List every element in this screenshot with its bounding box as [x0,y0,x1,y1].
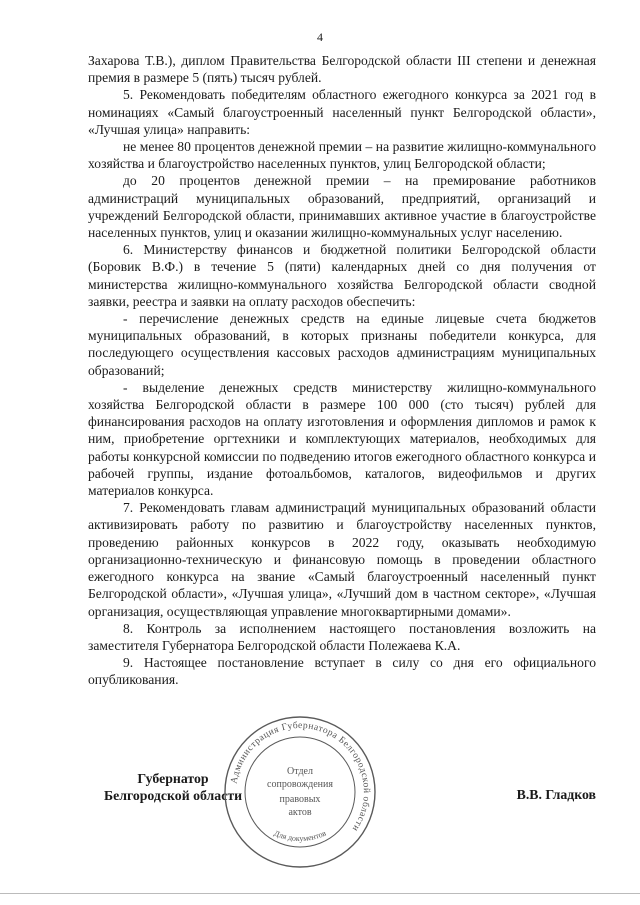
paragraph: 9. Настоящее постановление вступает в силу со дня его официального опубликования. [88,655,596,688]
paragraph: не менее 80 процентов денежной премии – на развитие жилищно-коммунального хозяйства и благоустройство населенных пунктов, улиц Белгородской области; [88,139,596,172]
stamp-line-1: Отдел [287,766,313,777]
stamp-line-3: правовых [279,794,321,805]
document-body [88,52,596,689]
paragraph: 5. Рекомендовать победителям областного ежегодного конкурса за 2021 год в номинациях «Самый благоустроенный населенный пункт Белгородской области», «Лучшая улица» направить: [88,87,596,137]
stamp-line-2: сопровождения [267,779,333,790]
paragraph: 7. Рекомендовать главам администраций муниципальных образований области активизировать работу по развитию и благоустройству населенных пунктов, проведению районных конкурсов в 2022 году, оказывать необходимую организационно-техническую и финансовую помощь в проведении областного ежегодного конкурса на звание «Самый благоустроенный населенный пункт Белгородской области», «Лучшая улица», «Лучший дом в частном секторе», «Лучшая организация, осуществляющая управление многоквартирными домами». [88,500,596,619]
svg-text:Для документов [273,828,328,843]
stamp-line-4: актов [288,807,312,818]
paragraph: Захарова Т.В.), диплом Правительства Белгородской области III степени и денежная премия в размере 5 (пять) тысяч рублей. [88,53,596,86]
paragraph: - выделение денежных средств министерству жилищно-коммунального хозяйства Белгородской области в размере 100 000 (сто тысяч) рублей для финансирования расходов на оплату изготовления и оформления дипломов и рамок к ним, приобретение оргтехники и комплектующих материалов, необходимых для работы конкурсной комиссии по подведению итогов ежегодного областного конкурса и рабочей группы, издание фотоальбомов, каталогов, видеофильмов и других материалов конкурса. [88,379,596,499]
stamp-ring-text: Администрация Губернатора Белгородской области [229,720,372,834]
page-bottom-rule [0,893,640,894]
page-number: 4 [317,30,323,44]
stamp-bottom-text: Для документов [272,828,328,844]
official-stamp [220,712,380,872]
signatory-title-line2: Белгородской области [103,788,243,803]
paragraph: 8. Контроль за исполнением настоящего постановления возложить на заместителя Губернатора Белгородской области Полежаева К.А. [88,620,596,653]
signatory-name: В.В. Гладков [516,787,596,802]
paragraph: до 20 процентов денежной премии – на премирование работников администраций муниципальных образований, предприятий, организаций и учреждений Белгородской области, принимавших активное участие в благоустройстве населенных пунктов, улиц и оказании жилищно-коммунальных услуг населению. [88,173,596,241]
paragraph: - перечисление денежных средств на единые лицевые счета бюджетов муниципальных образований, в которых признаны победители конкурса, для последующего осуществления кассовых расходов администрациям муниципальных образований; [88,311,596,378]
signatory-title-line1: Губернатор [137,771,209,786]
paragraph: 6. Министерству финансов и бюджетной политики Белгородской области (Боровик В.Ф.) в течение 5 (пяти) календарных дней со дня получения от министерства жилищно-коммунального хозяйства Белгородской области сводной заявки, реестра и заявки на оплату расходов обеспечить: [88,242,596,309]
